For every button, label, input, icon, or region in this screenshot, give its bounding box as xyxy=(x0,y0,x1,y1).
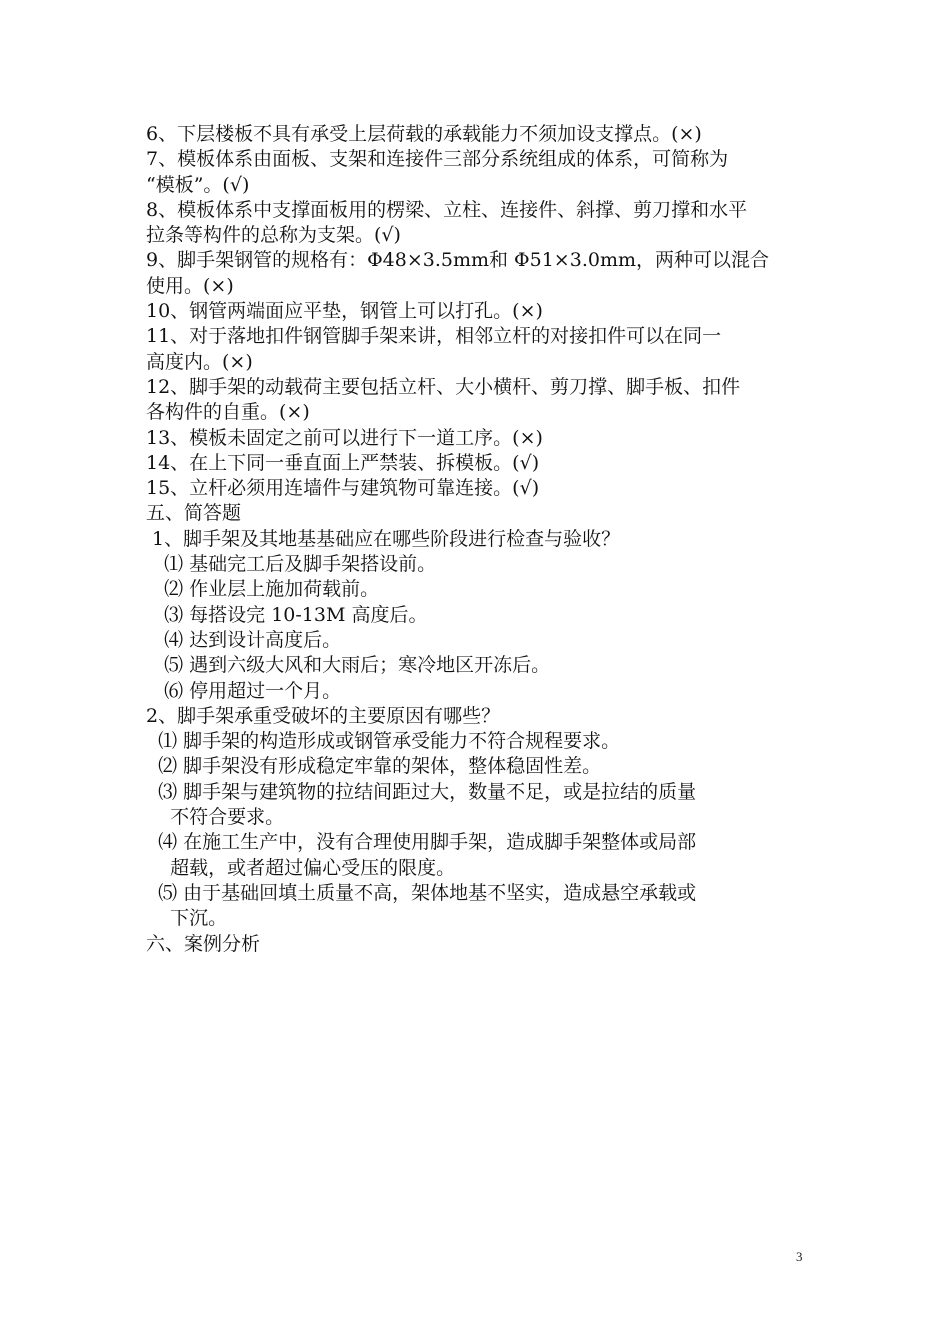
answer-item: ⑶ 脚手架与建筑物的拉结间距过大，数量不足，或是拉结的质量 xyxy=(146,780,697,803)
page-number: 3 xyxy=(796,1249,803,1264)
section-heading: 五、简答题 xyxy=(146,502,242,525)
answer-continuation: 下沉。 xyxy=(146,907,228,930)
text-line: 使用。(×) xyxy=(146,274,234,297)
answer-item: ⑵ 作业层上施加荷载前。 xyxy=(146,578,380,601)
answer-item: ⑵ 脚手架没有形成稳定牢靠的架体，整体稳固性差。 xyxy=(146,755,602,778)
section-heading: 六、案例分析 xyxy=(146,932,261,955)
text-line: 13、模板未固定之前可以进行下一道工序。(×) xyxy=(146,426,543,449)
text-line: 高度内。(×) xyxy=(146,350,253,373)
text-line: 11、对于落地扣件钢管脚手架来讲，相邻立杆的对接扣件可以在同一 xyxy=(146,325,722,348)
question-line: 2、脚手架承重受破坏的主要原因有哪些？ xyxy=(146,704,501,727)
text-line: 拉条等构件的总称为支架。(√) xyxy=(146,224,401,247)
answer-item: ⑹ 停用超过一个月。 xyxy=(146,679,342,702)
text-line: 9、脚手架钢管的规格有：Φ48×3.5mm和 Φ51×3.0mm，两种可以混合 xyxy=(146,249,769,272)
answer-item: ⑷ 达到设计高度后。 xyxy=(146,628,342,651)
text-line: 10、钢管两端面应平垫，钢管上可以打孔。(×) xyxy=(146,300,543,323)
answer-item: ⑸ 遇到六级大风和大雨后；寒冷地区开冻后。 xyxy=(146,654,551,677)
answer-item: ⑸ 由于基础回填土质量不高，架体地基不坚实，造成悬空承载或 xyxy=(146,881,697,904)
answer-continuation: 超载，或者超过偏心受压的限度。 xyxy=(146,856,456,879)
text-line: 15、立杆必须用连墙件与建筑物可靠连接。(√) xyxy=(146,477,540,500)
answer-item: ⑶ 每搭设完 10-13M 高度后。 xyxy=(146,603,428,626)
text-line: 8、模板体系中支撑面板用的楞梁、立柱、连接件、斜撑、剪刀撑和水平 xyxy=(146,198,748,221)
text-line: 14、在上下同一垂直面上严禁装、拆模板。(√) xyxy=(146,451,540,474)
answer-continuation: 不符合要求。 xyxy=(146,806,285,829)
document-body xyxy=(146,122,812,957)
text-line: 6、下层楼板不具有承受上层荷载的承载能力不须加设支撑点。(×) xyxy=(146,123,702,145)
text-line: 各构件的自重。(×) xyxy=(146,401,310,424)
answer-item: ⑴ 脚手架的构造形成或钢管承受能力不符合规程要求。 xyxy=(146,730,621,753)
text-line: 7、模板体系由面板、支架和连接件三部分系统组成的体系，可简称为 xyxy=(146,148,729,171)
text-line: “模板”。(√) xyxy=(146,173,250,196)
answer-item: ⑷ 在施工生产中，没有合理使用脚手架，造成脚手架整体或局部 xyxy=(146,831,697,854)
question-line: 1、脚手架及其地基基础应在哪些阶段进行检查与验收？ xyxy=(146,527,621,550)
answer-item: ⑴ 基础完工后及脚手架搭设前。 xyxy=(146,553,437,576)
text-line: 12、脚手架的动载荷主要包括立杆、大小横杆、剪刀撑、脚手板、扣件 xyxy=(146,375,741,398)
